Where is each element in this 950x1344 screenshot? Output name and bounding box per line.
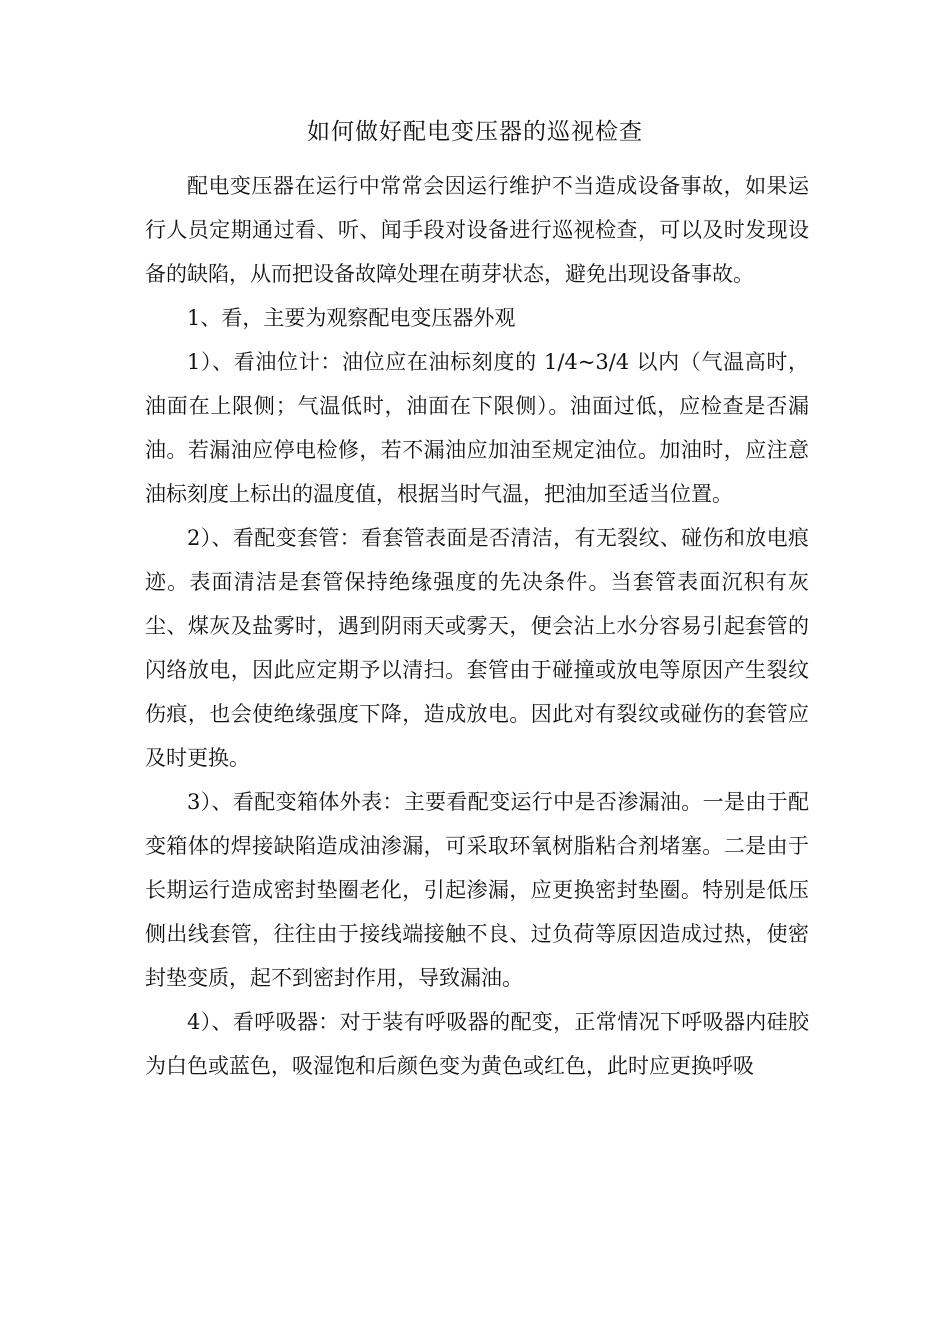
paragraph-bushing: 2）、看配变套管：看套管表面是否清洁，有无裂纹、碰伤和放电痕迹。表面清洁是套管保持绝缘强度的先决条件。当套管表面沉积有灰尘、煤灰及盐雾时，遇到阴雨天或雾天，便会沾上水分容易引起套管的闪络放电，因此应定期予以清扫。套管由于碰撞或放电等原因产生裂纹伤痕，也会使绝缘强度下降，造成放电。因此对有裂纹或碰伤的套管应及时更换。 [145,526,809,770]
paragraph-oil-level-gauge: 1）、看油位计：油位应在油标刻度的 1/4~3/4 以内（气温高时，油面在上限侧；气温低时，油面在下限侧）。油面过低，应检查是否漏油。若漏油应停电检修，若不漏油应加油至规定油位。加油时，应注意油标刻度上标出的温度值，根据当时气温，把油加至适当位置。 [145,350,809,506]
paragraph-section-1-heading: 1、看，主要为观察配电变压器外观 [187,306,516,330]
paragraph-tank-exterior: 3）、看配变箱体外表：主要看配变运行中是否渗漏油。一是由于配变箱体的焊接缺陷造成油渗漏，可采取环氧树脂粘合剂堵塞。二是由于长期运行造成密封垫圈老化，引起渗漏，应更换密封垫圈。特别是低压侧出线套管，往往由于接线端接触不良、过负荷等原因造成过热，使密封垫变质，起不到密封作用，导致漏油。 [145,790,809,990]
paragraph-intro: 配电变压器在运行中常常会因运行维护不当造成设备事故，如果运行人员定期通过看、听、闻手段对设备进行巡视检查，可以及时发现设备的缺陷，从而把设备故障处理在萌芽状态，避免出现设备事故。 [145,174,809,286]
document-body [145,164,809,1088]
paragraph-breather: 4）、看呼吸器：对于装有呼吸器的配变，正常情况下呼吸器内硅胶为白色或蓝色，吸湿饱和后颜色变为黄色或红色，此时应更换呼吸 [145,1010,809,1078]
document-title: 如何做好配电变压器的巡视检查 [307,119,643,145]
